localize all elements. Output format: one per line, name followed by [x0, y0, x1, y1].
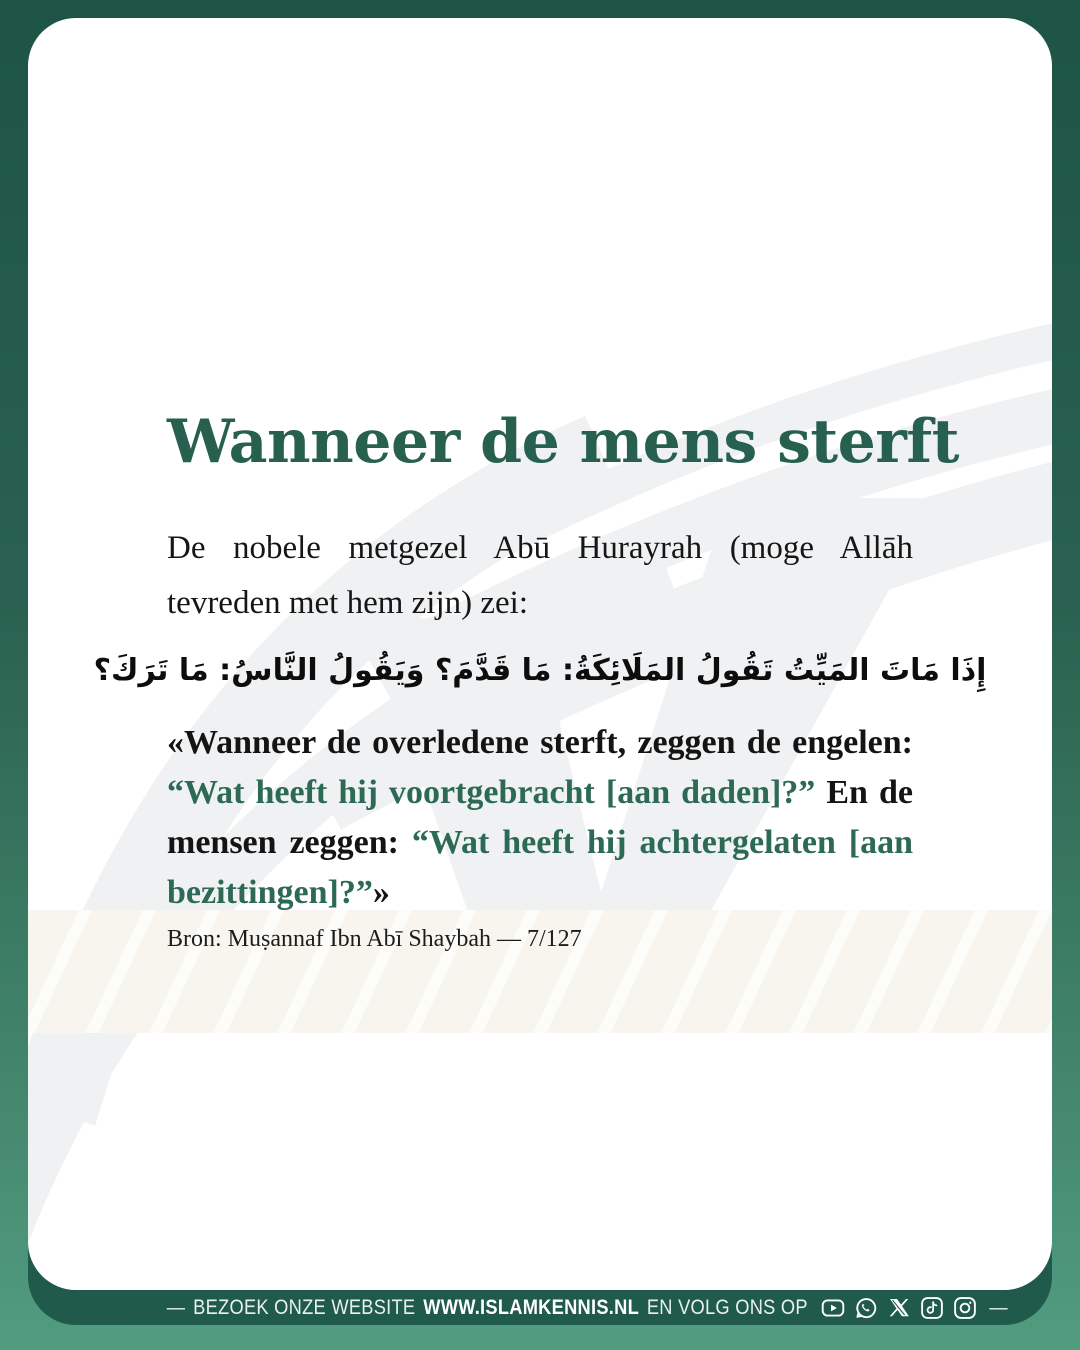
translation-segment: “Wat heeft hij achtergelaten [aan bezittingen]?” [167, 824, 913, 911]
youtube-icon [820, 1295, 846, 1321]
tiktok-icon [919, 1295, 945, 1321]
x-icon [886, 1295, 912, 1321]
footer-dash-left: — [166, 1295, 186, 1319]
social-icons [820, 1295, 978, 1321]
footer-visit-suffix: EN VOLG ONS OP [646, 1295, 808, 1319]
card-content [28, 18, 1052, 1290]
footer-text [167, 1296, 808, 1320]
source-reference: Bron: Muṣannaf Ibn Abī Shaybah — 7/127 [167, 926, 582, 952]
intro-text: De nobele metgezel Abū Hurayrah (moge Allāh tevreden met hem zijn) zei: [167, 530, 913, 621]
page-title: Wanneer de mens sterft [167, 407, 959, 478]
translation-segment: En de mensen zeggen: [167, 774, 913, 861]
arabic-hadith-text: إِذَا مَاتَ المَيِّتُ تَقُولُ المَلَائِكَةُ: مَا قَدَّمَ؟ وَيَقُولُ النَّاسُ: مَا تَرَكَ؟ [93, 653, 987, 688]
footer-visit-prefix: BEZOEK ONZE WEBSITE [193, 1295, 416, 1319]
translation-segment: “Wat heeft hij voortgebracht [aan daden]?” [167, 774, 816, 811]
translation-segment: «Wanneer de overledene sterft, zeggen de engelen: [167, 724, 913, 761]
website-label: WWW.ISLAMKENNIS.NL [423, 1295, 640, 1319]
translation-segment: » [372, 874, 390, 911]
footer-bar [28, 1290, 1052, 1325]
translation-text [167, 718, 913, 918]
instagram-icon [952, 1295, 978, 1321]
whatsapp-icon [853, 1295, 879, 1321]
content-card [28, 18, 1052, 1290]
footer-dash-right: — [989, 1295, 1008, 1319]
card-frame [28, 18, 1052, 1325]
